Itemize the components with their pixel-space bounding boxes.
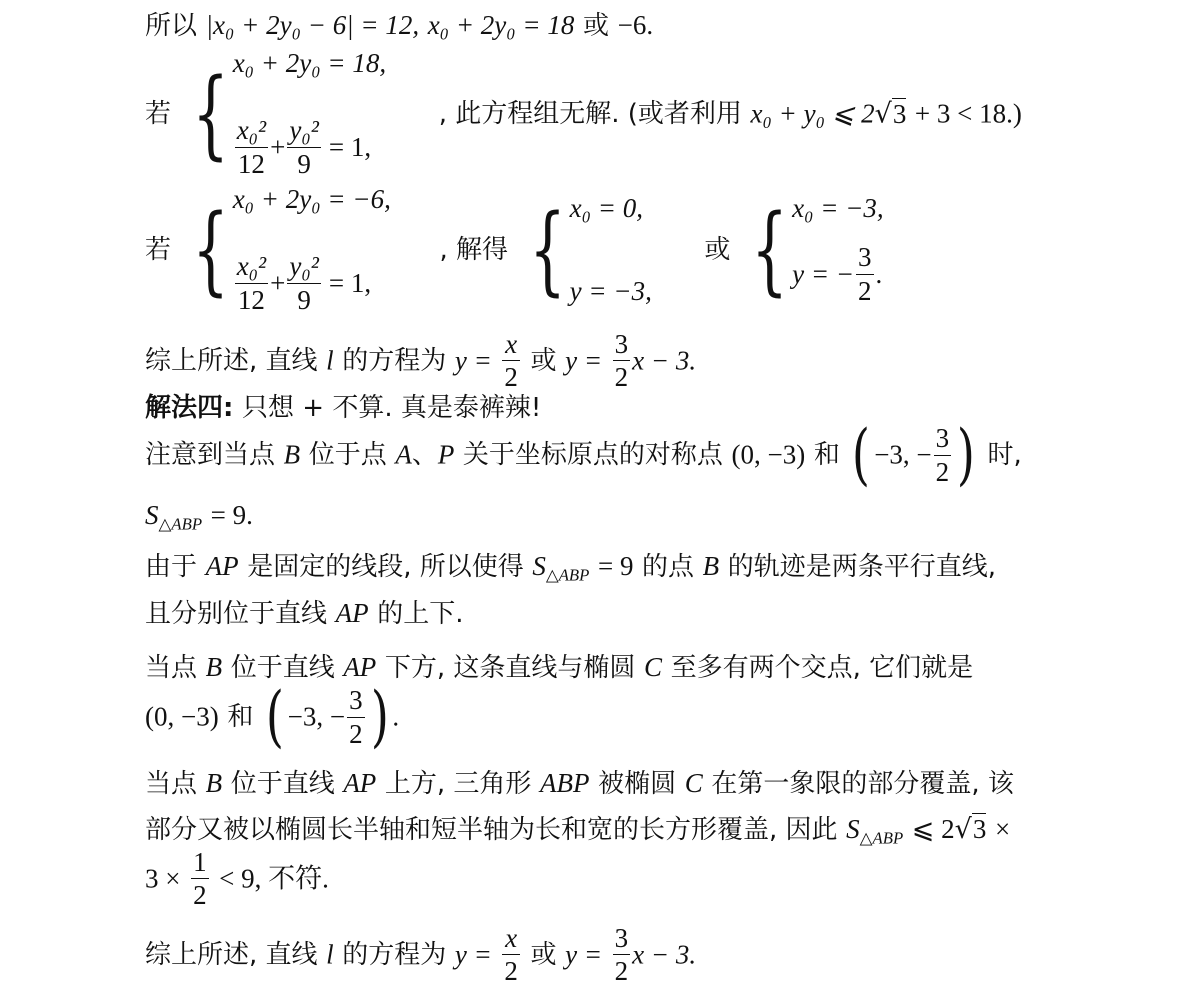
brace: { [528, 194, 566, 306]
equation: x₀ + 2y₀ = −6, [232, 184, 391, 214]
math: x₀ + y₀ ⩽ 2 [750, 98, 875, 129]
para3-line3 [145, 848, 329, 910]
math: △ABP [859, 828, 904, 848]
text: 被椭圆 [598, 769, 677, 799]
text: 时, [987, 440, 1022, 470]
text: 位于点 [308, 440, 387, 470]
fraction: $\frac{x}{2}$ [504, 923, 518, 987]
equations [233, 186, 391, 314]
text: 的方程为 [342, 345, 447, 376]
text: 部分又被以椭圆长半轴和短半轴为长和宽的长方形覆盖, 因此 [145, 815, 838, 845]
para1-line1 [145, 551, 997, 585]
text: 或 [582, 11, 609, 41]
sqrt-symbol: √ [874, 98, 892, 130]
fraction: $\frac{\text{y₀²}}{9}$ [289, 251, 319, 315]
text: 或 [530, 939, 557, 970]
text: 当点 [145, 769, 198, 799]
left-paren: ( [265, 678, 284, 755]
math: B [205, 768, 223, 798]
text: 或 [704, 235, 731, 265]
fraction: $\frac{\text{y₀²}}{9}$ [289, 115, 319, 179]
fraction: $\frac{1}{2}$ [193, 847, 207, 911]
text: 若 [145, 235, 172, 265]
case1-system [145, 50, 1022, 178]
text: 的上下. [377, 599, 464, 629]
text: , 解得 [439, 235, 508, 265]
solution-2 [739, 195, 884, 305]
math: = 1, [328, 131, 372, 162]
math: ⩽ 2 [911, 814, 955, 844]
fraction: $\frac{3}{2}$ [614, 329, 629, 393]
para1-line2 [145, 600, 463, 627]
equations [570, 195, 652, 305]
equation: y = −3, [569, 276, 652, 306]
math: AP [335, 598, 369, 628]
math: A [395, 439, 412, 470]
text: 综上所述, 直线 [145, 345, 318, 376]
equation: x₀ + 2y₀ = 18, [232, 48, 387, 78]
solution-1 [517, 195, 652, 305]
text: 或 [530, 345, 557, 376]
para3-line2 [145, 814, 1011, 848]
text: 、 [411, 440, 438, 470]
line-abs-equation [145, 12, 653, 39]
equation-system [180, 50, 387, 178]
math: |x₀ + 2y₀ − 6| = 12, [205, 10, 420, 40]
math: y = [565, 345, 603, 376]
math: x − 3. [632, 939, 697, 970]
text: 关于坐标原点的对称点 [462, 440, 723, 470]
right-paren: ) [370, 678, 389, 755]
text: 当点 [145, 653, 198, 683]
math: l [326, 939, 334, 970]
brace: { [191, 58, 229, 170]
math: ABP [540, 768, 590, 798]
math: S [145, 500, 159, 530]
para2-line2 [145, 678, 400, 755]
equation: x₀ = 0, [569, 193, 643, 223]
math: < 9, 不符. [219, 863, 329, 894]
math: −6. [617, 10, 654, 40]
text: 上方, 三角形 [384, 769, 532, 799]
fraction: $\frac{3}{2}$ [935, 423, 950, 487]
math: y = − [792, 258, 855, 289]
note-area [145, 500, 253, 534]
left-paren: ( [852, 416, 871, 493]
text: 综上所述, 直线 [145, 939, 318, 970]
heading: 解法四: [145, 393, 234, 423]
math: 3 [892, 98, 907, 129]
math: 3 [972, 814, 987, 844]
math: P [437, 439, 455, 470]
math: 3 × [145, 863, 181, 894]
fraction: $\frac{3}{2}$ [614, 923, 629, 987]
math: −3, − [874, 439, 932, 470]
text: 至多有两个交点, 它们就是 [670, 653, 974, 683]
math: = 1, [328, 267, 372, 298]
math: x₀ + 2y₀ = 18 [427, 10, 575, 40]
text: 位于直线 [230, 653, 335, 683]
text: 和 [227, 702, 254, 732]
math: △ABP [158, 514, 203, 534]
math: AP [205, 551, 239, 581]
text: 只想 + 不算. 真是泰裤辣! [242, 393, 542, 423]
text: 和 [813, 440, 840, 470]
math: y = [454, 345, 492, 376]
math: AP [343, 768, 377, 798]
equation: x₀ = −3, [792, 193, 884, 223]
text: 位于直线 [230, 769, 335, 799]
fraction: $\frac{\text{x₀²}}{12}$ [236, 251, 267, 315]
brace: { [191, 194, 229, 306]
math: B [205, 652, 223, 682]
math: . [392, 701, 400, 732]
text: 的方程为 [342, 939, 447, 970]
fraction: $\frac{x}{2}$ [504, 329, 518, 393]
math: + 3 < 18.) [914, 98, 1022, 129]
math: y = [565, 939, 603, 970]
text: 是固定的线段, 所以使得 [247, 552, 524, 582]
math: −3, − [287, 701, 346, 732]
math: (0, −3) [731, 439, 806, 470]
note-line [145, 416, 1022, 493]
text: , 此方程组无解. (或者利用 [438, 99, 742, 129]
math: + [270, 267, 286, 298]
text: 注意到当点 [145, 440, 276, 470]
math: S [846, 814, 860, 844]
math: C [644, 652, 663, 682]
equations [233, 50, 386, 178]
para2-line1 [145, 654, 973, 681]
para3-line1 [145, 770, 1014, 797]
math: x − 3. [632, 345, 697, 376]
math: AP [343, 652, 377, 682]
fraction: $\frac{3}{2}$ [349, 685, 363, 749]
math: B [283, 439, 301, 470]
math: B [702, 551, 720, 581]
text: 所以 [145, 11, 198, 41]
math: + [270, 131, 286, 162]
fraction: $\frac{3}{2}$ [858, 242, 872, 306]
conclusion-2 [145, 924, 696, 986]
math: C [684, 768, 703, 798]
text: 的轨迹是两条平行直线, [727, 552, 997, 582]
text: 在第一象限的部分覆盖, 该 [711, 769, 1014, 799]
text: 由于 [145, 552, 198, 582]
math: (0, −3) [145, 701, 219, 732]
fraction: $\frac{\text{x₀²}}{12}$ [236, 115, 267, 179]
math: y = [454, 939, 492, 970]
equation-system [180, 186, 391, 314]
math: S [532, 551, 546, 581]
math: × [994, 814, 1011, 844]
text: 若 [145, 99, 172, 129]
case2-system [145, 186, 884, 314]
math: l [326, 345, 334, 376]
equations: x₀ = −3, y = − $\frac{3}{2}$ . [792, 193, 884, 306]
text: 下方, 这条直线与椭圆 [384, 653, 636, 683]
brace: { [751, 194, 788, 306]
text: 的点 [642, 552, 695, 582]
math: = 9 [597, 551, 634, 581]
method-4 [145, 394, 541, 421]
conclusion-1 [145, 330, 696, 392]
text: 且分别位于直线 [145, 599, 328, 629]
math: △ABP [545, 565, 590, 585]
right-paren: ) [957, 416, 976, 493]
sqrt-symbol: √ [954, 814, 972, 845]
math: = 9. [210, 500, 253, 530]
